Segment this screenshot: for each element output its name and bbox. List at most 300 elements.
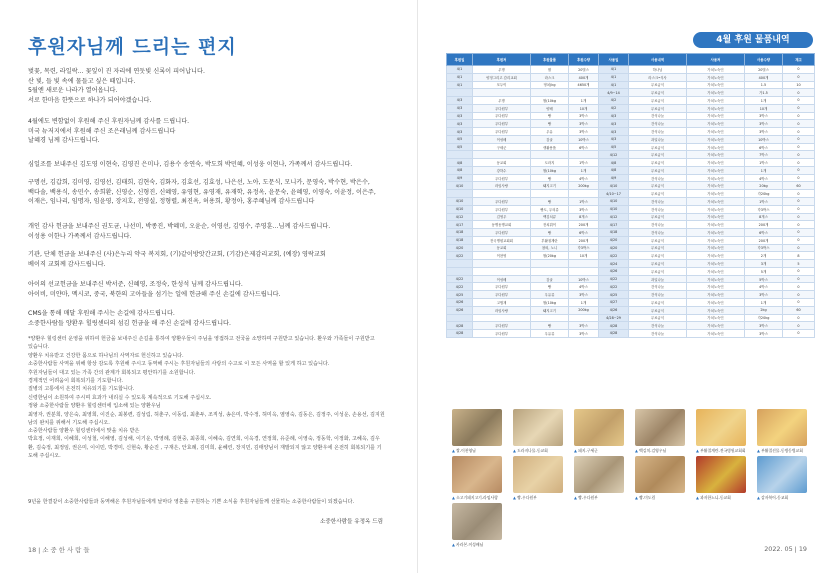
table-cell: 쌀(20kg (531, 252, 569, 260)
table-cell: 0 (783, 120, 815, 128)
table-cell: 1박스 (745, 159, 783, 167)
table-cell: 4/25 (599, 291, 629, 299)
note-line: 최영자, 권분희, 양은숙, 최영희, 이진순, 최봉련, 김성림, 허춘구, 이동림, 최춘두, 조직성, 송은미, 박수정, 허미옥, 염영숙, 김동은, 김정주, 이성운, 손용선, 김지원 (28, 411, 385, 418)
table-cell: 0 (783, 298, 815, 306)
table-cell: 간식나눔 (629, 229, 687, 237)
table-cell: 가치노숙인 (687, 298, 745, 306)
table-cell: 간식나눔 (629, 198, 687, 206)
caption-text: 빵-우다원부 (578, 495, 598, 500)
table-cell: 무료급식 (629, 104, 687, 112)
table-cell: 200kg (569, 306, 599, 314)
table-cell: 각3박스 (745, 244, 783, 252)
table-cell: 우다원부 (473, 112, 531, 120)
table-cell: 20kg (745, 182, 783, 190)
photo-caption (635, 495, 655, 501)
table-cell: 이성배 (473, 275, 531, 283)
table-cell: 부활절계란 (531, 236, 569, 244)
table-cell: 가1.5 (745, 89, 783, 97)
table-cell: 3박스 (569, 112, 599, 120)
table-cell: 5박스 (745, 275, 783, 283)
table-cell: 0 (783, 174, 815, 182)
table-cell: 무명 (473, 66, 531, 74)
table-cell: 10박스 (745, 135, 783, 143)
note-line: 질병의 고통에서 온전히 치유되기를 기도합니다. (28, 386, 135, 393)
donation-photo (452, 456, 502, 493)
note-line: 박효정, 이재희, 이혜희, 이성철, 이해영, 김성해, 이기운, 박영례, 김현중, 최종희, 이혜숙, 김연희, 이옥경, 연정희, 유준례, 이영숙, 정동학, 이정화, 고혜옥, 김우 (28, 436, 380, 443)
table-cell: 간식나눔 (629, 330, 687, 338)
table-cell: 4/28 (599, 330, 629, 338)
letter-line: 날혜경 님께 감사드립니다. (28, 137, 100, 145)
letter-line: 산 빛, 들 빛 속에 물들고 싶은 때입니다. (28, 77, 136, 85)
table-cell: 가치노숙인 (687, 159, 745, 167)
table-cell: 4/26 (599, 306, 629, 314)
table-cell: 1개 (745, 166, 783, 174)
table-row (447, 120, 815, 128)
table-cell: 각3박스 (569, 244, 599, 252)
table-cell: 모두이 (473, 81, 531, 89)
table-cell: 200kg (569, 182, 599, 190)
table-cell: 10박스 (569, 135, 599, 143)
footer-page-number-left: 18 | 소 중 한 사 람 들 (28, 546, 90, 554)
table-cell (473, 190, 531, 198)
table-cell: 1.5 (745, 81, 783, 89)
table-cell (569, 314, 599, 322)
table-cell: 4/24 (599, 260, 629, 268)
table-cell (447, 190, 473, 198)
table-cell: 무료급식 (629, 260, 687, 268)
table-row (447, 236, 815, 244)
table-cell: 무료급식 (629, 314, 687, 322)
donation-photo (513, 409, 563, 446)
table-cell: 5개 (745, 267, 783, 275)
table-cell: 4/1 (447, 81, 473, 89)
caption-text: 카라본-이성배님 (456, 542, 484, 547)
table-cell: 우다원부 (473, 198, 531, 206)
table-cell: 가치노숙인 (687, 174, 745, 182)
table-cell: 6박스 (745, 229, 783, 237)
letter-line: 아이비, 미얀마, 멕시코, 중국, 북한의 고아들을 섬기는 일에 헌금해 주신 손길에 감사드립니다. (28, 290, 281, 298)
table-cell: 우유류 (531, 330, 569, 338)
table-cell: 가치노숙인 (687, 275, 745, 283)
table-cell: 4/12 (447, 213, 473, 221)
table-cell: 4/1 (599, 73, 629, 81)
caption-text: 도라지나물-동교회 (517, 448, 548, 453)
table-cell: 8개스 (745, 213, 783, 221)
table-row (447, 97, 815, 105)
table-cell: 김영우 (473, 213, 531, 221)
note-line: 소중한사람들 양환우 힐링센터에서 맞을 치유 받은 (28, 428, 140, 434)
donation-photo (757, 456, 807, 493)
table-cell: 4/20 (599, 244, 629, 252)
table-cell: 4/25 (447, 291, 473, 299)
page-spine (417, 0, 418, 573)
table-cell: 0 (783, 135, 815, 143)
caption-triangle-icon: ▲ (635, 448, 640, 453)
photo-caption (574, 448, 598, 454)
table-cell: 우다원부 (473, 229, 531, 237)
table-cell: 가치노숙인 (687, 104, 745, 112)
column-header: 사용수량 (745, 54, 783, 66)
letter-line: 아이의 선교헌금을 보내주신 박서준, 신혜영, 조정숙, 한성석 님께 감사드립니다. (28, 281, 243, 288)
table-cell: 3박스 (569, 205, 599, 213)
table-row (447, 330, 815, 338)
table-cell: 0 (783, 322, 815, 330)
donation-photo (696, 409, 746, 446)
table-cell: 4/26 (599, 267, 629, 275)
table-cell: 빵 (531, 120, 569, 128)
photo-caption (452, 495, 498, 501)
table-cell (531, 267, 569, 275)
table-cell: 간식나눔 (629, 120, 687, 128)
letter-line: 기관, 단체 헌금을 보내주신 (사)은누리 약국 복지회, (기)같이방앗간교회, (기감)은제감리교회, (예장) 영락교회 (28, 251, 326, 258)
table-cell: 전치뤄이 (531, 221, 569, 229)
caption-triangle-icon: ▲ (696, 448, 701, 453)
column-header: 사용처 (687, 54, 745, 66)
table-cell: 4/8 (599, 159, 629, 167)
letter-line: 백다솔, 백용식, 송민수, 송희환, 신영순, 신형진, 신혜영, 유영현, 유영재, 유재학, 유정옥, 윤문숙, 윤혜영, 이영숙, 이윤정, 이은주, (28, 188, 376, 196)
table-cell: 0 (783, 236, 815, 244)
caption-text: 부활절선물-동병동병교회 (761, 448, 803, 453)
table-cell (531, 190, 569, 198)
note-line: *양환우 힐링센터 운영을 위하여 헌금을 보내주신 손길을 통하여 양환우들이 주님을 영접하고 전국을 소망하며 구원받고 있습니다. 환우와 가족들이 구원받고 (28, 336, 375, 342)
table-cell: 4/8 (447, 159, 473, 167)
caption-text: 감자북어-동교회 (761, 495, 789, 500)
table-cell: 동교회 (473, 159, 531, 167)
column-header: 사용일 (599, 54, 629, 66)
table-cell: 4/3 (599, 112, 629, 120)
table-cell: 0 (783, 89, 815, 97)
table-cell: 4650개 (569, 81, 599, 89)
table-cell: 4/27 (599, 298, 629, 306)
letter-paragraph (28, 67, 390, 105)
table-cell: 각20kg (745, 190, 783, 198)
table-cell: 4/3 (599, 135, 629, 143)
table-cell: 감귤 (531, 275, 569, 283)
table-row (447, 151, 815, 159)
table-cell: 간식나눔 (629, 112, 687, 120)
table-cell: 3박스 (569, 291, 599, 299)
table-cell: 3박스 (745, 128, 783, 136)
table-cell: 이성배 (473, 135, 531, 143)
letter-line: 베이직 교회께 감사드립니다. (28, 260, 106, 268)
table-cell: 3박스 (745, 291, 783, 299)
table-cell: 전국병원교회회 (473, 236, 531, 244)
table-cell: 4/18 (599, 229, 629, 237)
caption-text: 돼지-구세군 (578, 448, 598, 453)
table-cell: 간식나눔 (629, 174, 687, 182)
table-cell: 간식나눔 (629, 221, 687, 229)
table-cell: 4/3 (447, 128, 473, 136)
table-cell: 400개 (745, 73, 783, 81)
table-cell: 가치노숙인 (687, 81, 745, 89)
table-cell: 무명 (473, 97, 531, 105)
table-cell: 가치노숙인 (687, 73, 745, 81)
table-cell: 4/20 (447, 244, 473, 252)
table-cell: 1박스 (569, 198, 599, 206)
table-cell: 4/10 (447, 198, 473, 206)
table-cell: 200개 (569, 221, 599, 229)
table-cell: 4/10 (447, 205, 473, 213)
table-cell: 0 (783, 190, 815, 198)
table-row (447, 182, 815, 190)
column-header: 사용내역 (629, 54, 687, 66)
table-cell: 생활용품 (531, 143, 569, 151)
table-cell: 무료급식 (629, 213, 687, 221)
table-cell: 0 (783, 73, 815, 81)
table-cell: 0 (783, 275, 815, 283)
caption-triangle-icon: ▲ (635, 495, 640, 500)
table-cell: 가치노숙인 (687, 236, 745, 244)
table-body (447, 66, 815, 338)
table-cell: 라임사랑 (473, 306, 531, 314)
table-cell: 쌀(10kg (531, 298, 569, 306)
table-cell: 0 (783, 97, 815, 105)
table-cell: 0 (783, 112, 815, 120)
table-cell: 가치노숙인 (687, 205, 745, 213)
table-cell: 가치노숙인 (687, 314, 745, 322)
table-cell: 0 (783, 159, 815, 167)
letter-line: 서로 한마음 한뜻으로 하나가 되어야겠습니다. (28, 96, 152, 104)
column-header: 후원수량 (569, 54, 599, 66)
letter-line: 벚꽃, 목련, 라일락... 꽃잎이 진 자리에 연둣빛 신록이 피어납니다. (28, 68, 205, 75)
table-cell: 3박스 (745, 330, 783, 338)
table-cell: 무료급식 (629, 151, 687, 159)
table-row (447, 66, 815, 74)
table-cell (473, 260, 531, 268)
table-cell: 우유류 (531, 291, 569, 299)
table-cell: 라스크 (531, 73, 569, 81)
table-cell: 4/5 (447, 135, 473, 143)
note-line: 양환우 치유받고 건강한 몸으로 하나님의 사역자로 헌신하고 있습니다. (28, 352, 184, 359)
table-cell: 60 (783, 306, 815, 314)
table-cell: 3박스 (569, 128, 599, 136)
caption-text: 쌀-이찬영님 (456, 448, 476, 453)
table-cell: 빵도, 우의류 (531, 205, 569, 213)
table-cell: 4/3 (447, 112, 473, 120)
caption-triangle-icon: ▲ (757, 448, 762, 453)
table-cell: 0 (783, 205, 815, 213)
table-cell: 무료급식 (629, 267, 687, 275)
table-row (447, 283, 815, 291)
table-cell: 8개스 (569, 213, 599, 221)
table-cell: 가치노숙인 (687, 182, 745, 190)
photo-caption (452, 542, 483, 548)
table-row (447, 159, 815, 167)
table-cell: 간식나눔 (629, 205, 687, 213)
letter-line: 소중한사람들 양환우 힐링센터의 섬김 헌금을 해 주신 손길에 감사드립니다. (28, 319, 231, 327)
table-cell: 가치노숙인 (687, 244, 745, 252)
caption-text: 과자한노니-동교회 (700, 495, 731, 500)
table-cell: 200개 (745, 221, 783, 229)
table-cell: 우다원부 (473, 174, 531, 182)
table-cell: 쌀(10kg (531, 97, 569, 105)
table-row (447, 205, 815, 213)
table-cell (531, 151, 569, 159)
table-cell: 백김치류 (531, 213, 569, 221)
table-cell: 강하수 (473, 166, 531, 174)
table-cell: 0 (783, 128, 815, 136)
table-cell: 돼지고기 (531, 306, 569, 314)
table-cell: 3박스 (745, 120, 783, 128)
table-cell: 가치노숙인 (687, 330, 745, 338)
table-cell: 4/26 (447, 298, 473, 306)
donation-photo (574, 409, 624, 446)
table-cell (569, 267, 599, 275)
table-cell: 0 (783, 143, 815, 151)
table-cell: 4/5 (599, 143, 629, 151)
letter-line: 미국 뉴저지에서 후원해 주신 조은래님께 감사드립니다 (28, 127, 176, 135)
table-cell: 쌀 (531, 66, 569, 74)
note-line: 남의 완치를 위해서 기도해 주십시오. (28, 420, 110, 427)
table-cell: 가치노숙인 (687, 112, 745, 120)
table-cell: 4/10 (599, 198, 629, 206)
table-cell: 가치노숙인 (687, 151, 745, 159)
table-cell: 200개 (745, 236, 783, 244)
table-cell: 빵 (531, 198, 569, 206)
table-cell (447, 267, 473, 275)
donation-photo (452, 409, 502, 446)
caption-triangle-icon: ▲ (452, 495, 457, 500)
table-cell: 무료급식 (629, 252, 687, 260)
table-cell: 0 (783, 151, 815, 159)
table-cell: 우다원부 (473, 291, 531, 299)
table-cell: 4/17 (447, 221, 473, 229)
donation-photo (574, 456, 624, 493)
table-cell: 4/22 (599, 275, 629, 283)
table-cell (447, 89, 473, 97)
table-cell: 4/22 (447, 252, 473, 260)
letter-line: 심일조를 보내주신 김도영 이현숙, 김영진 은미나, 김용수 송연숙, 박도희 박민혜, 이성웅 이현나, 가족께서 감사드립니다. (28, 161, 353, 168)
table-cell: 4/1 (599, 66, 629, 74)
table-cell: 라임사랑 (473, 182, 531, 190)
caption-triangle-icon: ▲ (452, 542, 457, 547)
table-cell: 간식나눔 (629, 291, 687, 299)
table-cell: 4/22 (599, 283, 629, 291)
table-cell: 우다원부 (473, 330, 531, 338)
table-cell: 빵 (531, 322, 569, 330)
table-cell (447, 260, 473, 268)
table-cell: 가치노숙인 (687, 89, 745, 97)
table-cell: 4/10 (599, 205, 629, 213)
table-cell: 4/28~29 (599, 314, 629, 322)
table-cell: 양정그리고 감리교회 (473, 73, 531, 81)
caption-triangle-icon: ▲ (757, 495, 762, 500)
letter-paragraph (28, 178, 390, 207)
table-cell: 20벌스 (745, 66, 783, 74)
letter-line: 이성용 이한나 가족께서 감사드립니다. (28, 232, 132, 240)
photo-caption (696, 448, 746, 454)
note-line: 경제적인 어려움이 회복되기를 기도합니다. (28, 378, 124, 385)
table-cell: 무료급식 (629, 244, 687, 252)
table-row (447, 135, 815, 143)
table-cell: 쌀(10kg (531, 166, 569, 174)
table-cell (531, 89, 569, 97)
table-cell: 4/26 (447, 306, 473, 314)
table-cell: 과일나눔 (629, 275, 687, 283)
table-cell: 4박스 (745, 283, 783, 291)
table-row (447, 260, 815, 268)
footer-page-number-right: 2022. 05 | 19 (764, 545, 807, 553)
table-cell: 간식나눔 (629, 283, 687, 291)
letter-line: 개인 감사 헌금을 보내주신 권도균, 나선미, 박종진, 박혜미, 오윤순, 이영선, 김영수, 주영훈...님께 감사드립니다. (28, 223, 331, 230)
table-cell: 0 (783, 330, 815, 338)
note-line: 소중한사람들 사역을 위해 항상 감도록 후원해 주시고 동역해 주시는 후원자님들의 사랑의 수고로 이 모든 사역을 할 있게 하고 있습니다. (28, 361, 330, 368)
table-cell: 각20kg (745, 314, 783, 322)
table-cell: 가치노숙인 (687, 283, 745, 291)
letter-line: 5월엔 새로운 나라가 열어옵니다. (28, 87, 118, 95)
table-cell: 우다원부 (473, 120, 531, 128)
table-cell (569, 89, 599, 97)
table-cell: 가치노숙인 (687, 166, 745, 174)
table-row (447, 143, 815, 151)
table-cell: 0 (783, 104, 815, 112)
table-cell: 4/3 (447, 97, 473, 105)
table-cell: 무료급식 (629, 97, 687, 105)
table-row (447, 213, 815, 221)
caption-text: 부활절계란-전국병원교회회 (700, 448, 746, 453)
photo-caption (696, 495, 731, 501)
donation-table (446, 53, 815, 338)
table-row (447, 306, 815, 314)
table-cell: 빵 (531, 229, 569, 237)
donation-photo (452, 503, 502, 540)
table-cell: 3박스 (569, 322, 599, 330)
table-row (447, 267, 815, 275)
table-cell: 무료급식 (629, 306, 687, 314)
table-cell: 무료급식 (629, 143, 687, 151)
table-cell: 7박스 (745, 151, 783, 159)
note-line: 9년을 한결같이 소중한사람들과 동역해온 후원자님들에게 날마다 영혼을 구원하는 기쁜 소식을 후원자님들께 선물하는 소중한사람들이 되겠습니다. (28, 499, 355, 505)
table-cell: 3박스 (569, 120, 599, 128)
table-cell: 우유 (531, 128, 569, 136)
table-cell: 4/10~17 (599, 190, 629, 198)
table-cell: 3박스 (745, 112, 783, 120)
table-cell: 10개 (569, 252, 599, 260)
signature: 소중한사람들 유정옥 드림 (320, 519, 383, 525)
caption-text: 소고기돼지고기-라임사랑 (456, 495, 498, 500)
photo-caption (757, 448, 803, 454)
caption-triangle-icon: ▲ (574, 448, 579, 453)
table-cell: 무료급식 (629, 190, 687, 198)
table-cell: 가치노숙인 (687, 221, 745, 229)
table-cell (531, 260, 569, 268)
photo-caption (513, 495, 537, 501)
table-cell (447, 314, 473, 322)
table-cell: 돼지고기 (531, 182, 569, 190)
table-cell: 가치노숙인 (687, 229, 745, 237)
letter-paragraph (28, 309, 390, 328)
table-cell: 가치노숙인 (687, 135, 745, 143)
table-cell: 4/3 (447, 104, 473, 112)
table-cell: 우다원부 (473, 283, 531, 291)
table-cell: 간식나눔 (629, 128, 687, 136)
table-cell: 4/18 (447, 236, 473, 244)
table-row (447, 112, 815, 120)
table-cell: 4/10 (599, 182, 629, 190)
table-cell: 6박스 (569, 143, 599, 151)
table-cell: 감귤 (531, 135, 569, 143)
table-cell: 4/17 (599, 221, 629, 229)
letter-paragraph (28, 280, 390, 299)
column-header: 후원물품 (531, 54, 569, 66)
table-cell: 4/1 (599, 81, 629, 89)
caption-triangle-icon: ▲ (513, 495, 518, 500)
table-cell: 4/28 (447, 330, 473, 338)
table-cell: 3개 (745, 260, 783, 268)
table-cell: 가치노숙인 (687, 128, 745, 136)
table-cell: 10개 (569, 104, 599, 112)
table-cell: 빵 (531, 112, 569, 120)
